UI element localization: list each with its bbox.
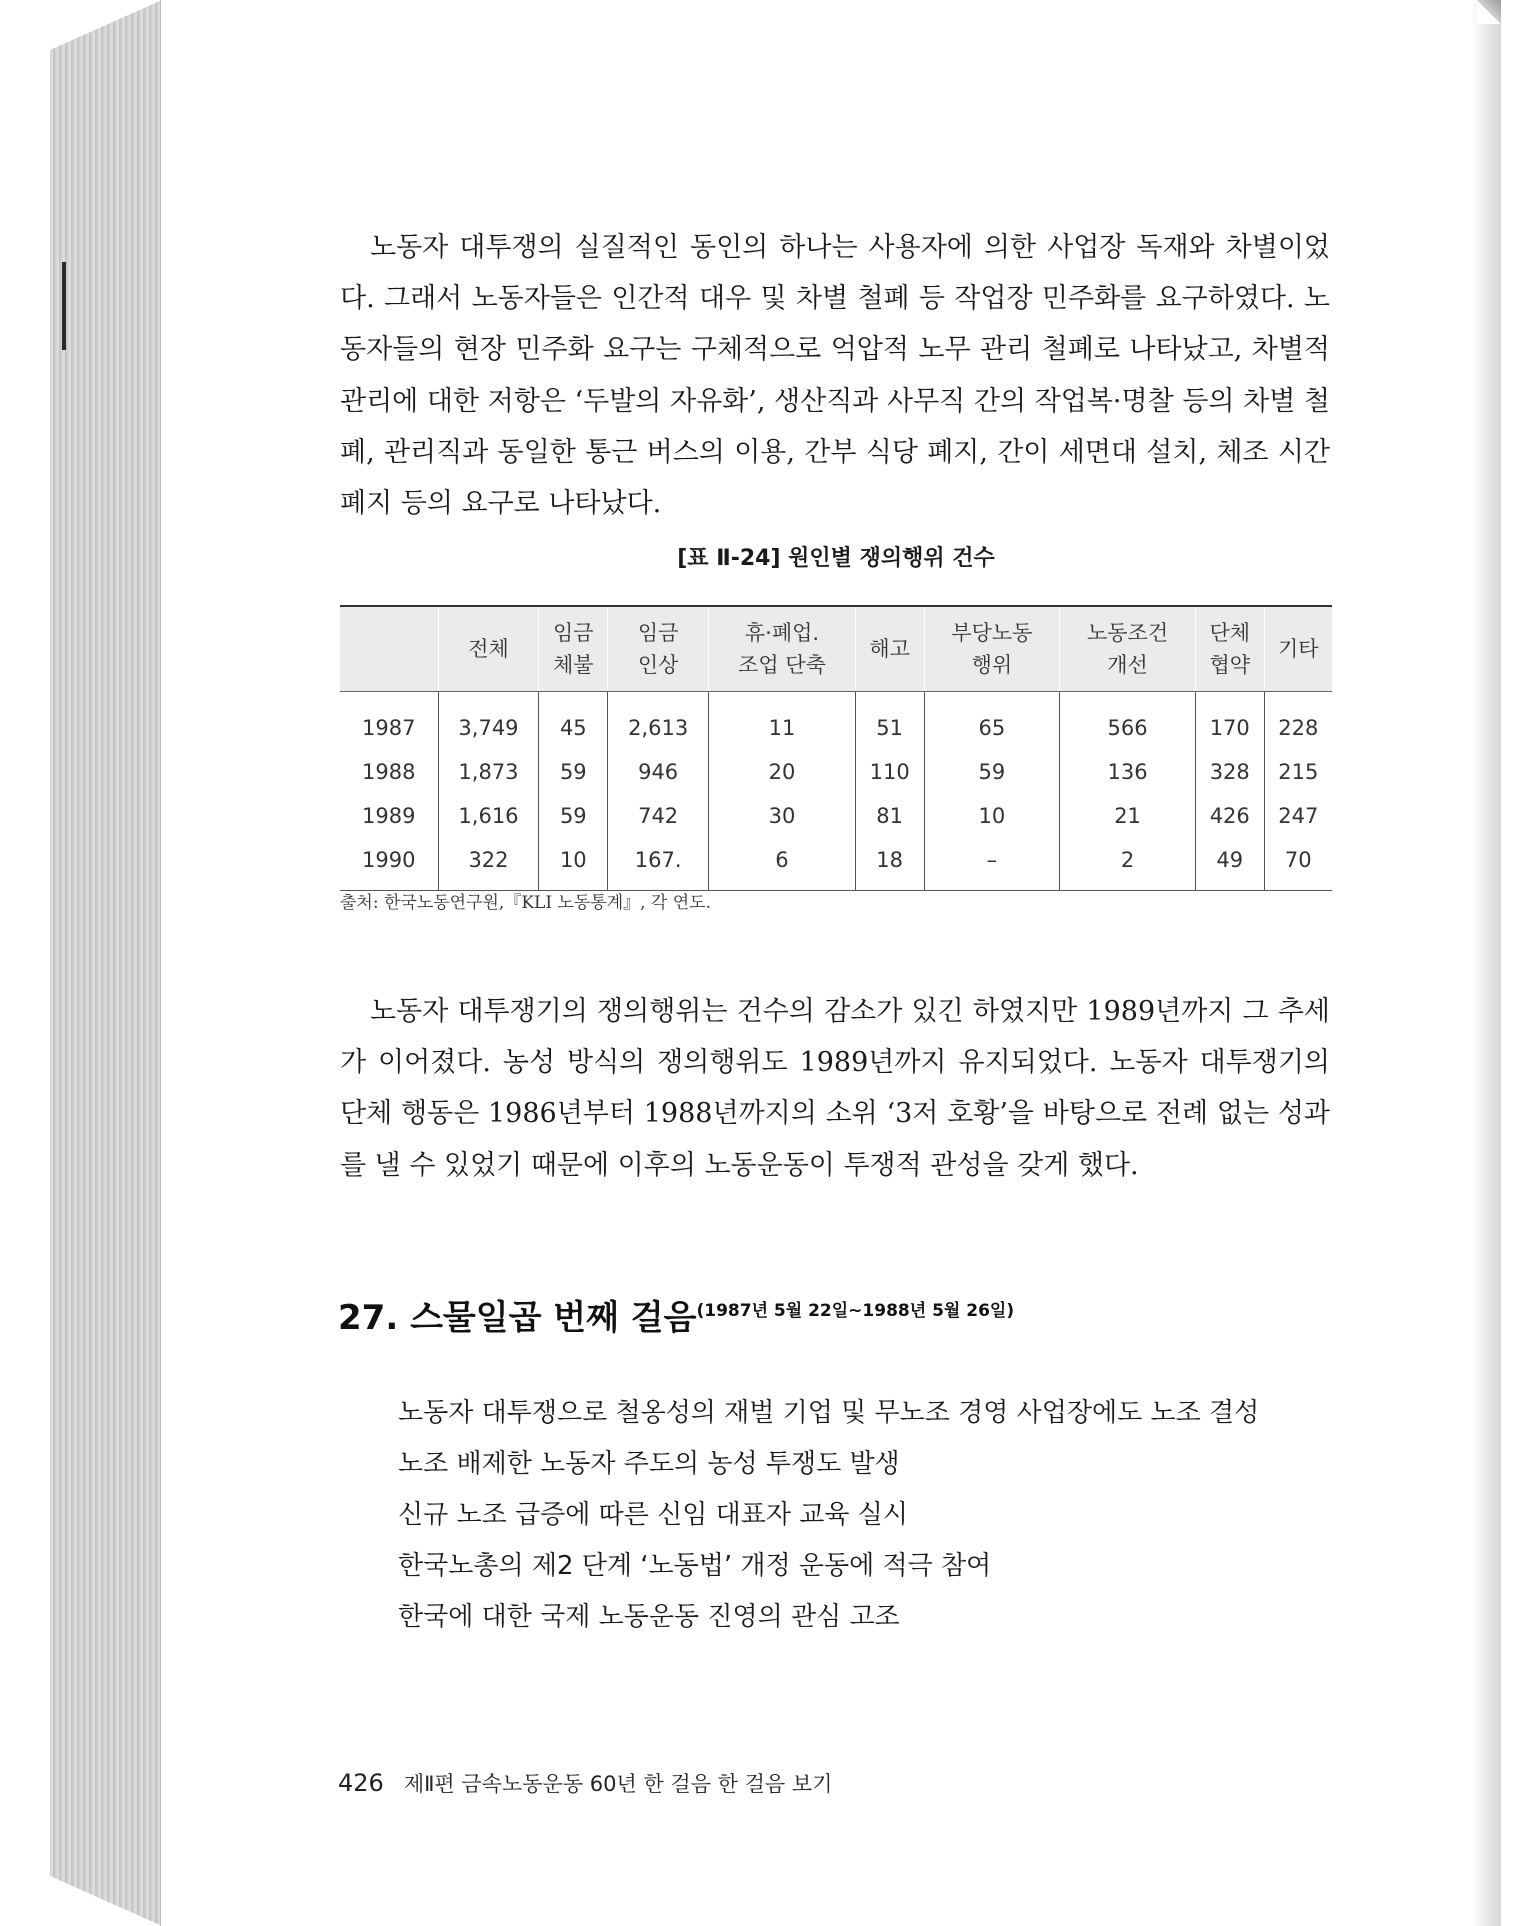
list-item: 한국노총의 제2 단계 ‘노동법’ 개정 운동에 적극 참여: [398, 1551, 992, 1581]
table-caption: [표 Ⅱ-24] 원인별 쟁의행위 건수: [677, 546, 995, 571]
table-cell: 1989: [362, 804, 416, 828]
table-cell: 228: [1264, 692, 1332, 751]
page-number: 426: [338, 1769, 384, 1797]
list-item: 노조 배제한 노동자 주도의 농성 투쟁도 발생: [398, 1449, 900, 1479]
table-row: [340, 750, 1332, 794]
table-cell: 328: [1195, 750, 1264, 794]
section-heading: [338, 1290, 1014, 1339]
table-source-note: 출처: 한국노동연구원,『KLI 노동통계』, 각 연도.: [340, 893, 712, 913]
header-cell-wage-arrears: 임금 체불: [539, 606, 608, 692]
table-row: [340, 692, 1332, 751]
table-cell: 1987: [362, 716, 416, 740]
table-cell: 946: [608, 750, 709, 794]
table-header-row: [340, 606, 1332, 692]
table-cell: 20: [709, 750, 856, 794]
table-cell: 10: [539, 838, 608, 891]
list-item: 한국에 대한 국제 노동운동 진영의 관심 고조: [398, 1602, 900, 1632]
table-cell: 45: [539, 692, 608, 751]
table-cell: 1,616: [438, 794, 539, 838]
body-paragraph-1: 노동자 대투쟁의 실질적인 동인의 하나는 사용자에 의한 사업장 독재와 차별이었다. 그래서 노동자들은 인간적 대우 및 차별 철폐 등 작업장 민주화를 요구하였다. 노동자들의 현장 민주화 요구는 구체적으로 억압적 노무 관리 철폐로 나타났고, 차별적 관리에 대한 저항은 ‘두발의 자유화’, 생산직과 사무직 간의 작업복·명찰 등의 차별 철폐, 관리직과 동일한 통근 버스의 이용, 간부 식당 폐지, 간이 세면대 설치, 체조 시간 폐지 등의 요구로 나타났다.: [340, 232, 1330, 520]
table-row: [340, 794, 1332, 838]
page-gutter-shadow: [1471, 0, 1501, 1926]
page-footer: [338, 1768, 832, 1798]
header-cell-unfair-labor: 부당노동 행위: [924, 606, 1060, 692]
header-cell-collective-agreement: 단체 협약: [1195, 606, 1264, 692]
table-row: [340, 838, 1332, 891]
table-cell: 6: [709, 838, 856, 891]
table-cell: 21: [1060, 794, 1196, 838]
body-paragraph-2: 노동자 대투쟁기의 쟁의행위는 건수의 감소가 있긴 하였지만 1989년까지 그 추세가 이어졌다. 농성 방식의 쟁의행위도 1989년까지 유지되었다. 노동자 대투쟁기의 단체 행동은 1986년부터 1988년까지의 소위 ‘3저 호황’을 바탕으로 전례 없는 성과를 낼 수 있었기 때문에 이후의 노동운동이 투쟁적 관성을 갖게 했다.: [340, 996, 1330, 1181]
table-cell: 2,613: [608, 692, 709, 751]
table-cell: 59: [539, 750, 608, 794]
table-cell: 215: [1264, 750, 1332, 794]
table-cell: –: [924, 838, 1060, 891]
table-cell: 322: [438, 838, 539, 891]
table-cell: 110: [855, 750, 924, 794]
section-title: 27. 스물일곱 번째 걸음: [338, 1298, 697, 1338]
table-cell: 426: [1195, 794, 1264, 838]
table-cell: 1988: [362, 760, 416, 784]
table-cell: 1,873: [438, 750, 539, 794]
running-footer-title: 제Ⅱ편 금속노동운동 60년 한 걸음 한 걸음 보기: [403, 1772, 833, 1796]
header-cell-total: 전체: [438, 606, 539, 692]
table-cell: 59: [924, 750, 1060, 794]
summary-list: [398, 1388, 1259, 1643]
table-cell: 2: [1060, 838, 1196, 891]
section-date-range: (1987년 5월 22일~1988년 5월 26일): [696, 1301, 1015, 1321]
table-cell: 59: [539, 794, 608, 838]
page-corner: [1477, 0, 1501, 24]
book-page-edges: [50, 0, 162, 1926]
table-cell: 566: [1060, 692, 1196, 751]
table-cell: 70: [1264, 838, 1332, 891]
table-cell: 170: [1195, 692, 1264, 751]
table-cell: 247: [1264, 794, 1332, 838]
table-cell: 136: [1060, 750, 1196, 794]
table-cell: 18: [855, 838, 924, 891]
header-cell-wage-increase: 임금 인상: [608, 606, 709, 692]
table-cell: 81: [855, 794, 924, 838]
table-cell: 49: [1195, 838, 1264, 891]
bookmark-ribbon: [62, 262, 66, 350]
header-cell-closure: 휴·폐업. 조업 단축: [709, 606, 856, 692]
list-item: 신규 노조 급증에 따른 신임 대표자 교육 실시: [398, 1500, 908, 1530]
table-cell: 3,749: [438, 692, 539, 751]
table-cell: 10: [924, 794, 1060, 838]
table-cell: 51: [855, 692, 924, 751]
list-item: 노동자 대투쟁으로 철옹성의 재벌 기업 및 무노조 경영 사업장에도 노조 결성: [398, 1398, 1260, 1428]
header-cell-corner: [340, 606, 438, 692]
table-cell: 65: [924, 692, 1060, 751]
dispute-cases-table: [340, 605, 1332, 891]
table-cell: 11: [709, 692, 856, 751]
header-cell-working-conditions: 노동조건 개선: [1060, 606, 1196, 692]
header-cell-other: 기타: [1264, 606, 1332, 692]
table-cell: 30: [709, 794, 856, 838]
header-cell-dismissal: 해고: [855, 606, 924, 692]
table-cell: 1990: [340, 838, 438, 891]
table-cell: 167.: [608, 838, 709, 891]
table-cell: 742: [608, 794, 709, 838]
